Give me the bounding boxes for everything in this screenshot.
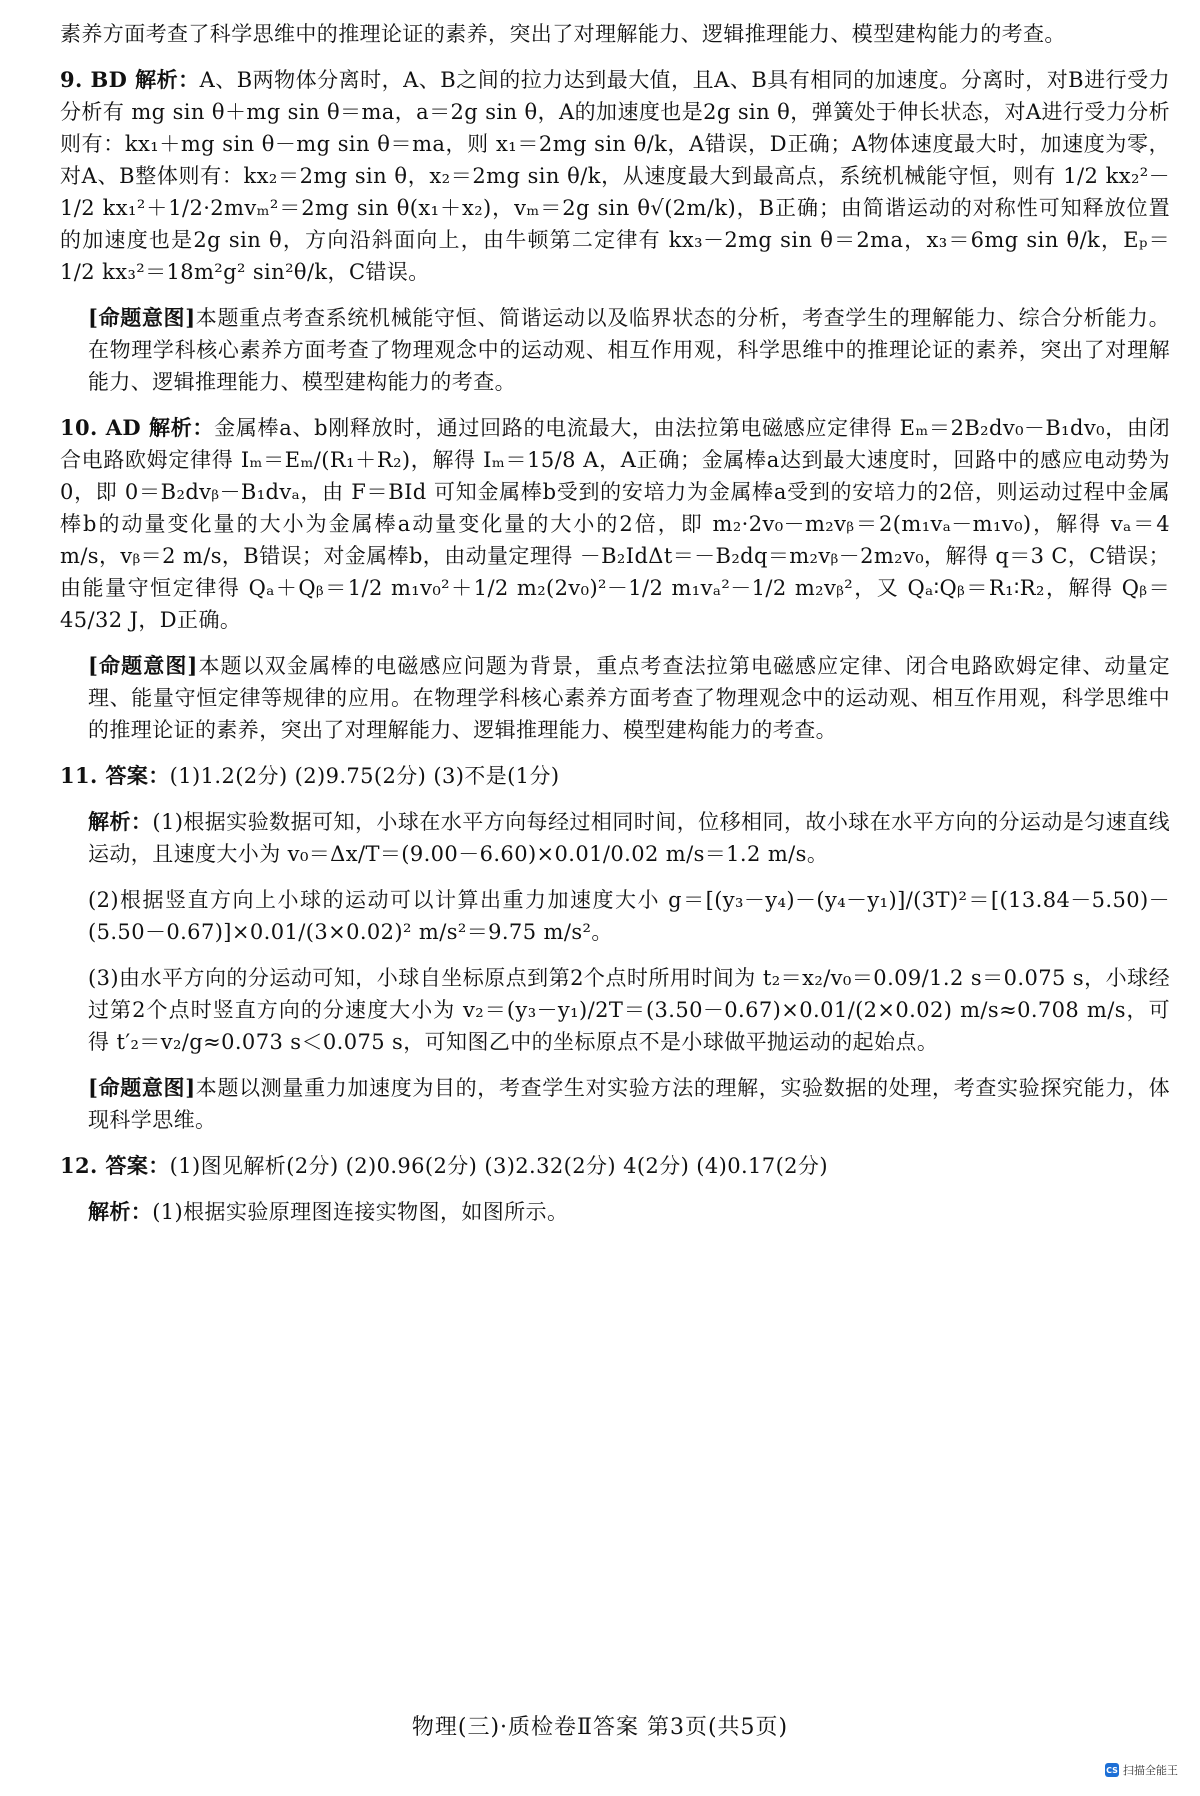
q10-intent-text: 本题以双金属棒的电磁感应问题为背景，重点考查法拉第电磁感应定律、闭合电路欧姆定律、动量定理、能量守恒定律等规律的应用。在物理学科核心素养方面考查了物理观念中的运动观、相互作用观，科学思维中的推理论证的素养，突出了对理解能力、逻辑推理能力、模型建构能力的考查。 <box>88 654 1170 742</box>
scanner-watermark-text: 扫描全能王 <box>1123 1764 1178 1777</box>
q11-analysis-2: (2)根据竖直方向上小球的运动可以计算出重力加速度大小 g＝[(y₃－y₄)－(y₄－y₁)]/(3T)²＝[(13.84－5.50)－(5.50－0.67)]×0.01/(3×0.02)² m/s²＝9.75 m/s²。 <box>88 888 1170 944</box>
q9-intent <box>60 302 1170 398</box>
q12-analysis-head: 解析： <box>88 1199 153 1224</box>
q11-answer-text: (1)1.2(2分) (2)9.75(2分) (3)不是(1分) <box>169 764 560 788</box>
q11-intent-tag: [命题意图] <box>88 1075 196 1100</box>
q10-head: 10. AD 解析： <box>60 415 215 440</box>
q11-analysis-1 <box>60 806 1170 870</box>
q11-analysis-1-text: (1)根据实验数据可知，小球在水平方向每经过相同时间，位移相同，故小球在水平方向的分运动是匀速直线运动，且速度大小为 v₀＝Δx/T＝(9.00－6.60)×0.01/0.02 m/s＝1.2 m/s。 <box>88 810 1171 866</box>
q9-head: 9. BD 解析： <box>60 67 200 92</box>
q11-head: 11. 答案： <box>60 763 170 788</box>
q12-analysis-text: (1)根据实验原理图连接实物图，如图所示。 <box>152 1200 569 1224</box>
camscanner-icon: CS <box>1105 1763 1119 1777</box>
q10-solution <box>60 412 1170 636</box>
q12-answer-text: (1)图见解析(2分) (2)0.96(2分) (3)2.32(2分) 4(2分) (4)0.17(2分) <box>169 1154 828 1178</box>
q9-solution <box>60 64 1170 288</box>
q12-answer <box>60 1150 1170 1182</box>
q11-intent <box>60 1072 1170 1136</box>
q10-text: 金属棒a、b刚释放时，通过回路的电流最大，由法拉第电磁感应定律得 Eₘ＝2B₂dv₀－B₁dv₀，由闭合电路欧姆定律得 Iₘ＝Eₘ/(R₁＋R₂)，解得 Iₘ＝15/8 A，A正确；金属棒a达到最大速度时，回路中的感应电动势为0，即 0＝B₂dvᵦ－B₁dvₐ，由 F＝BId 可知金属棒b受到的安培力为金属棒a受到的安培力的2倍，则运动过程中金属棒b的动量变化量的大小为金属棒a动量变化量的大小的2倍，即 m₂·2v₀－m₂vᵦ＝2(m₁vₐ－m₁v₀)，解得 vₐ＝4 m/s，vᵦ＝2 m/s，B错误；对金属棒b，由动量定理得 －B₂IdΔt＝－B₂dq＝m₂vᵦ－2m₂v₀，解得 q＝3 C，C错误；由能量守恒定律得 Qₐ＋Qᵦ＝1/2 m₁v₀²＋1/2 m₂(2v₀)²－1/2 m₁vₐ²－1/2 m₂vᵦ²，又 Qₐ∶Qᵦ＝R₁∶R₂，解得 Qᵦ＝45/32 J，D正确。 <box>60 416 1170 632</box>
q12-analysis <box>60 1196 1170 1228</box>
q10-intent <box>60 650 1170 746</box>
q12-head: 12. 答案： <box>60 1153 170 1178</box>
q9-text: A、B两物体分离时，A、B之间的拉力达到最大值，且A、B具有相同的加速度。分离时，对B进行受力分析有 mg sin θ＋mg sin θ＝ma，a＝2g sin θ，A的加速度也是2g sin θ，弹簧处于伸长状态，对A进行受力分析则有：kx₁＋mg sin θ－mg sin θ＝ma，则 x₁＝2mg sin θ/k，A错误，D正确；A物体速度最大时，加速度为零，对A、B整体则有：kx₂＝2mg sin θ，x₂＝2mg sin θ/k，从速度最大到最高点，系统机械能守恒，则有 1/2 kx₂²－1/2 kx₁²＋1/2·2mvₘ²＝2mg sin θ(x₁＋x₂)，vₘ＝2g sin θ√(2m/k)，B正确；由简谐运动的对称性可知释放位置的加速度也是2g sin θ，方向沿斜面向上，由牛顿第二定律有 kx₃－2mg sin θ＝2ma，x₃＝6mg sin θ/k，Eₚ＝1/2 kx₃²＝18m²g² sin²θ/k，C错误。 <box>60 68 1170 284</box>
q11-intent-text: 本题以测量重力加速度为目的，考查学生对实验方法的理解，实验数据的处理，考查实验探究能力，体现科学思维。 <box>88 1076 1170 1132</box>
q9-intent-tag: [命题意图] <box>88 305 196 330</box>
q11-answer <box>60 760 1170 792</box>
q10-intent-tag: [命题意图] <box>88 653 198 678</box>
page-footer: 物理(三)·质检卷Ⅱ答案 第3页(共5页) <box>411 1715 789 1740</box>
q11-analysis-head: 解析： <box>88 809 153 834</box>
intro-tail-paragraph: 素养方面考查了科学思维中的推理论证的素养，突出了对理解能力、逻辑推理能力、模型建构能力的考查。 <box>60 22 1066 46</box>
scanner-watermark <box>1105 1762 1178 1778</box>
q9-intent-text: 本题重点考查系统机械能守恒、简谐运动以及临界状态的分析，考查学生的理解能力、综合分析能力。在物理学科核心素养方面考查了物理观念中的运动观、相互作用观，科学思维中的推理论证的素养，突出了对理解能力、逻辑推理能力、模型建构能力的考查。 <box>88 306 1170 394</box>
q11-analysis-3: (3)由水平方向的分运动可知，小球自坐标原点到第2个点时所用时间为 t₂＝x₂/v₀＝0.09/1.2 s＝0.075 s，小球经过第2个点时竖直方向的分速度大小为 v₂＝(y₃－y₁)/2T＝(3.50－0.67)×0.01/(2×0.02) m/s≈0.708 m/s，可得 t′₂＝v₂/g≈0.073 s＜0.075 s，可知图乙中的坐标原点不是小球做平抛运动的起始点。 <box>88 966 1170 1054</box>
